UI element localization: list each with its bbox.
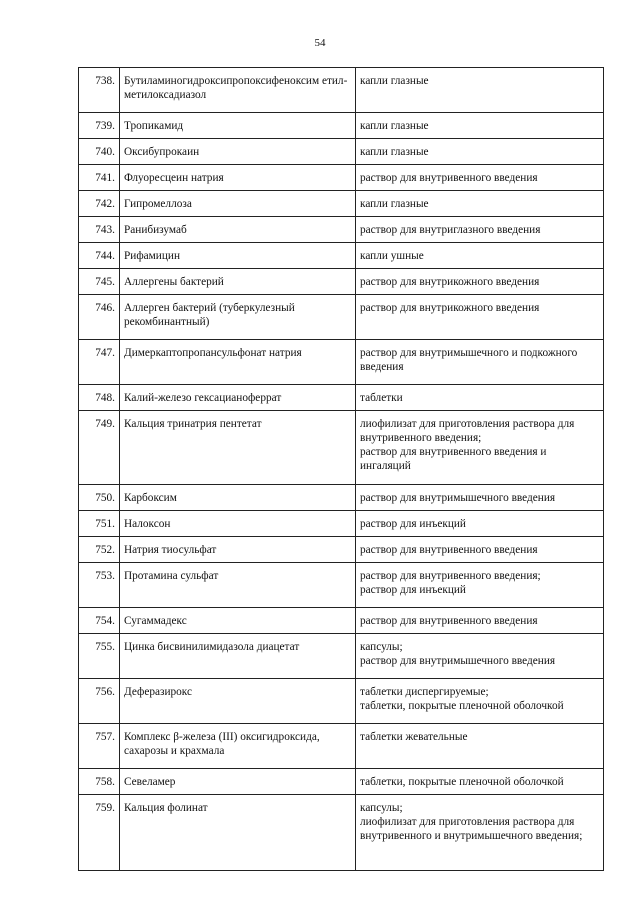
dosage-form: раствор для внутрикожного введения <box>356 269 604 295</box>
drug-name: Флуоресцеин натрия <box>120 165 356 191</box>
row-number: 739. <box>79 113 120 139</box>
dosage-form: капли ушные <box>356 243 604 269</box>
drug-name: Тропикамид <box>120 113 356 139</box>
table-row <box>79 485 604 511</box>
dosage-form: таблетки, покрытые пленочной оболочкой <box>356 769 604 795</box>
dosage-form: лиофилизат для приготовления раствора для внутривенного введения; раствор для внутривенного введения и ингаляций <box>356 411 604 485</box>
row-number: 749. <box>79 411 120 485</box>
dosage-form: раствор для внутривенного введения; раствор для инъекций <box>356 563 604 608</box>
drug-name: Аллергены бактерий <box>120 269 356 295</box>
table-row <box>79 634 604 679</box>
drug-name: Калий-железо гексацианоферрат <box>120 385 356 411</box>
table-row <box>79 68 604 113</box>
dosage-form: раствор для внутримышечного введения <box>356 485 604 511</box>
row-number: 740. <box>79 139 120 165</box>
dosage-form: капли глазные <box>356 139 604 165</box>
table-row <box>79 795 604 871</box>
drug-name: Аллерген бактерий (туберкулезный рекомбинантный) <box>120 295 356 340</box>
dosage-form: капли глазные <box>356 191 604 217</box>
drug-name: Цинка бисвинилимидазола диацетат <box>120 634 356 679</box>
row-number: 743. <box>79 217 120 243</box>
table-row <box>79 295 604 340</box>
table-body <box>79 68 604 871</box>
dosage-form: раствор для внутрикожного введения <box>356 295 604 340</box>
row-number: 752. <box>79 537 120 563</box>
table-row <box>79 165 604 191</box>
table-row <box>79 113 604 139</box>
row-number: 746. <box>79 295 120 340</box>
drug-name: Протамина сульфат <box>120 563 356 608</box>
dosage-form: капли глазные <box>356 68 604 113</box>
drug-name: Кальция фолинат <box>120 795 356 871</box>
table-row <box>79 191 604 217</box>
row-number: 741. <box>79 165 120 191</box>
drug-name: Севеламер <box>120 769 356 795</box>
drug-name: Гипромеллоза <box>120 191 356 217</box>
table-row <box>79 411 604 485</box>
drug-name: Деферазирокс <box>120 679 356 724</box>
table-row <box>79 217 604 243</box>
dosage-form: таблетки <box>356 385 604 411</box>
row-number: 747. <box>79 340 120 385</box>
table-row <box>79 340 604 385</box>
table-row <box>79 243 604 269</box>
table-row <box>79 139 604 165</box>
row-number: 748. <box>79 385 120 411</box>
dosage-form: раствор для внутриглазного введения <box>356 217 604 243</box>
row-number: 745. <box>79 269 120 295</box>
dosage-form: раствор для внутривенного введения <box>356 165 604 191</box>
table-row <box>79 679 604 724</box>
row-number: 756. <box>79 679 120 724</box>
dosage-form: раствор для внутривенного введения <box>356 608 604 634</box>
dosage-form: таблетки жевательные <box>356 724 604 769</box>
row-number: 750. <box>79 485 120 511</box>
row-number: 744. <box>79 243 120 269</box>
table-row <box>79 724 604 769</box>
row-number: 758. <box>79 769 120 795</box>
row-number: 757. <box>79 724 120 769</box>
drug-name: Карбоксим <box>120 485 356 511</box>
row-number: 742. <box>79 191 120 217</box>
drug-name: Кальция тринатрия пентетат <box>120 411 356 485</box>
table-row <box>79 608 604 634</box>
medications-table <box>78 67 604 871</box>
drug-name: Сугаммадекс <box>120 608 356 634</box>
dosage-form: капли глазные <box>356 113 604 139</box>
drug-name: Комплекс β-железа (III) оксигидроксида, сахарозы и крахмала <box>120 724 356 769</box>
drug-name: Ранибизумаб <box>120 217 356 243</box>
dosage-form: капсулы; раствор для внутримышечного введения <box>356 634 604 679</box>
row-number: 738. <box>79 68 120 113</box>
page-number: 54 <box>314 37 326 49</box>
dosage-form: раствор для внутримышечного и подкожного введения <box>356 340 604 385</box>
drug-name: Рифамицин <box>120 243 356 269</box>
row-number: 753. <box>79 563 120 608</box>
table-row <box>79 269 604 295</box>
dosage-form: раствор для инъекций <box>356 511 604 537</box>
table-row <box>79 537 604 563</box>
row-number: 751. <box>79 511 120 537</box>
table-row <box>79 769 604 795</box>
drug-name: Димеркаптопропансульфонат натрия <box>120 340 356 385</box>
row-number: 754. <box>79 608 120 634</box>
dosage-form: капсулы; лиофилизат для приготовления раствора для внутривенного и внутримышечного введения; <box>356 795 604 871</box>
row-number: 755. <box>79 634 120 679</box>
drug-name: Натрия тиосульфат <box>120 537 356 563</box>
table-row <box>79 511 604 537</box>
drug-name: Оксибупрокаин <box>120 139 356 165</box>
table-row <box>79 563 604 608</box>
table-row <box>79 385 604 411</box>
drug-name: Бутиламиногидроксипропоксифеноксим етил-метилоксадиазол <box>120 68 356 113</box>
dosage-form: раствор для внутривенного введения <box>356 537 604 563</box>
drug-name: Налоксон <box>120 511 356 537</box>
row-number: 759. <box>79 795 120 871</box>
dosage-form: таблетки диспергируемые; таблетки, покрытые пленочной оболочкой <box>356 679 604 724</box>
